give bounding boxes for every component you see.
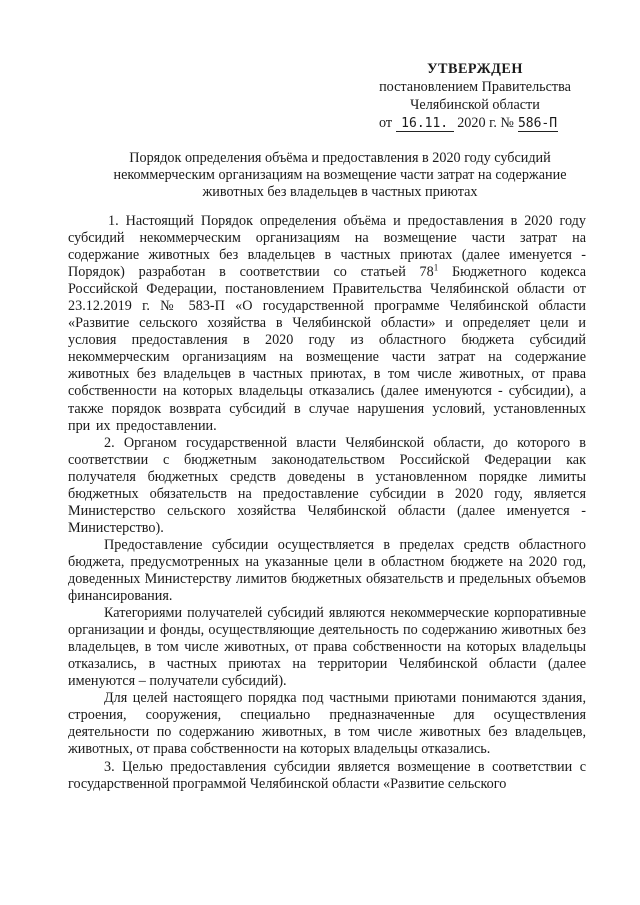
paragraph-2: 2. Органом государственной власти Челябинской области, до которого в соответствии с бюджетным законодательством Российской Федерации как получателя бюджетных средств доведены в установленном порядке лимиты бюджетных обязательств на предоставление субсидии в 2020 году, является Министерство сельского хозяйства Челябинской области (далее именуется - Министерство). (68, 434, 586, 536)
approval-title: УТВЕРЖДЕН (427, 61, 523, 77)
approval-line-1: постановлением Правительства (379, 79, 571, 95)
heading-line-3: животных без владельцев в частных приютах (202, 184, 478, 200)
document-heading (90, 150, 590, 201)
paragraph-5: Для целей настоящего порядка под частными приютами понимаются здания, строения, сооружения, специально предназначенные для осуществления деятельности по содержанию животных, в том числе животных без владельцев, животных, от права собственности на которых владельцы отказались. (68, 690, 586, 758)
paragraph-3: Предоставление субсидии осуществляется в пределах средств областного бюджета, предусмотренных на указанные цели в областном бюджете на 2020 год, доведенных Министерству лимитов бюджетных обязательств и предельных объемов финансирования. (68, 536, 586, 605)
handwritten-date: 16.11. (396, 117, 454, 132)
handwritten-number: 586-П (517, 116, 558, 131)
paragraph-4: Категориями получателей субсидий являются некоммерческие корпоративные организации и фонды, осуществляющие деятельность по содержанию животных без владельцев, в том числе животных, от права собственности на которых владельцы отказались, в частных приютах на территории Челябинской области (далее именуются – получатели субсидий). (68, 605, 586, 690)
date-prefix: от (379, 115, 393, 131)
document-body (68, 213, 586, 793)
heading-line-2: некоммерческим организациям на возмещение части затрат на содержание (113, 167, 567, 183)
approval-line-2: Челябинской области (410, 97, 540, 113)
date-year: 2020 г. № (457, 115, 514, 131)
paragraph-6: 3. Целью предоставления субсидии является возмещение в соответствии с государственной программой Челябинской области «Развитие сельского (68, 758, 586, 792)
heading-line-1: Порядок определения объёма и предоставления в 2020 году субсидий (129, 150, 551, 166)
paragraph-1-text-b: Бюджетного кодекса Российской Федерации, постановлением Правительства Челябинской области от 23.12.2019 г. № 583-П «О государственной программе Челябинской области «Развитие сельского хозяйства в Челябинской области» и определяет цели и условия предоставления в 2020 году из областного бюджета субсидий некоммерческим организациям на возмещение части затрат на содержание животных без владельцев в частных приютах, в том числе животных, от права собственности на которых владельцы отказались (далее именуются - субсидии), а также порядок возврата субсидий в случае нарушения условий, установленных при их предоставлении. (68, 264, 587, 434)
paragraph-1 (68, 213, 586, 435)
paragraph-1-text-a: 1. Настоящий Порядок определения объёма и предоставления в 2020 году субсидий некоммерческим организациям на возмещение части затрат на содержание животных без владельцев в частных приютах (далее именуется - Порядок) разработан в соответствии со статьей 78 (68, 213, 586, 281)
approval-date-line (360, 114, 590, 132)
approval-stamp-block (360, 60, 590, 132)
paragraph-1-superscript: 1 (433, 262, 439, 273)
